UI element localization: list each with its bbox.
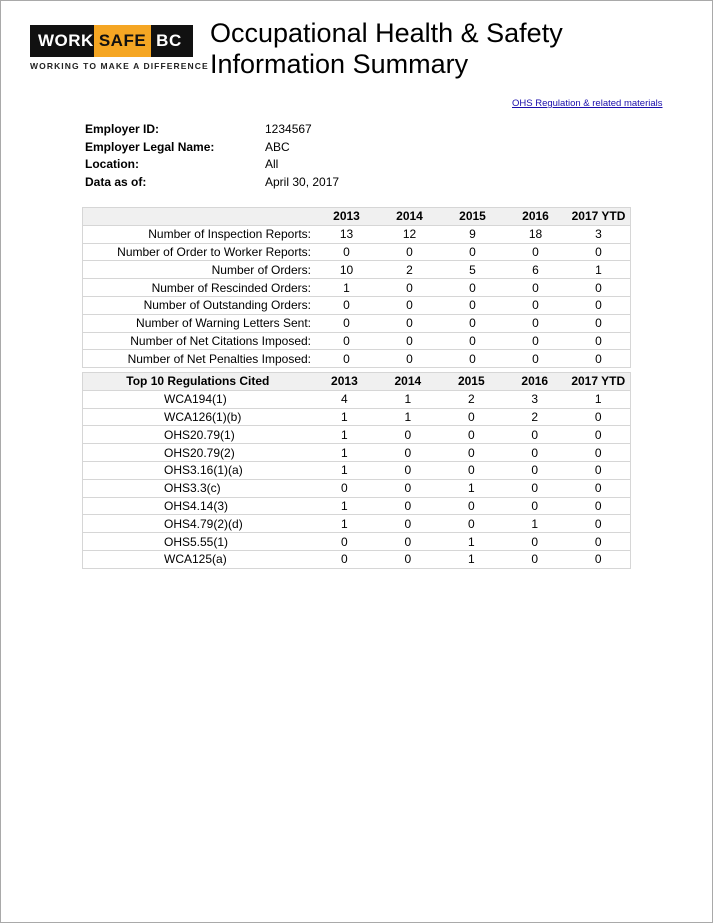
employer-info-value: 1234567	[265, 121, 312, 136]
table-cell: 0	[503, 550, 566, 568]
employer-info-row	[85, 138, 339, 156]
table-cell: 0	[440, 497, 503, 515]
logo-bc-text: BC	[156, 31, 182, 50]
table-cell: 0	[376, 444, 439, 462]
table-cell: 2	[440, 390, 503, 408]
year-header: 2016	[504, 208, 567, 226]
table-cell: 0	[566, 515, 630, 533]
table-cell: 0	[503, 479, 566, 497]
logo-work-text: WORK	[38, 31, 94, 50]
table-cell: 1	[376, 390, 439, 408]
table-cell: 0	[376, 461, 439, 479]
table-cell: 0	[378, 314, 441, 332]
table-cell: 0	[567, 332, 631, 350]
table-cell: 0	[503, 533, 566, 551]
worksafebc-logo	[30, 25, 193, 57]
table-cell: 0	[504, 350, 567, 368]
regulation-code: OHS4.14(3)	[83, 497, 313, 515]
table-cell: 1	[503, 515, 566, 533]
row-label: Number of Rescinded Orders:	[83, 279, 316, 297]
table-cell: 0	[378, 296, 441, 314]
table-cell: 1	[313, 444, 376, 462]
table-cell: 0	[440, 426, 503, 444]
table-cell: 0	[376, 533, 439, 551]
table-row	[83, 279, 631, 297]
table-cell: 0	[378, 350, 441, 368]
table-cell: 1	[313, 515, 376, 533]
table-cell: 1	[440, 479, 503, 497]
table-row	[83, 243, 631, 261]
table-cell: 0	[503, 497, 566, 515]
employer-info-label: Employer ID:	[85, 121, 160, 136]
table-row	[83, 461, 631, 479]
year-header: 2015	[440, 373, 503, 391]
table-cell: 0	[567, 279, 631, 297]
table-cell: 0	[504, 243, 567, 261]
table-row	[83, 390, 631, 408]
regulation-code: OHS20.79(2)	[83, 444, 313, 462]
page-title-line1: Occupational Health & Safety	[210, 18, 563, 48]
table-row	[83, 550, 631, 568]
table-cell: 0	[378, 279, 441, 297]
table-cell: 3	[503, 390, 566, 408]
table-row	[83, 533, 631, 551]
table-cell: 3	[567, 225, 631, 243]
table-cell: 1	[315, 279, 378, 297]
table-cell: 0	[441, 279, 504, 297]
table-cell: 5	[441, 261, 504, 279]
regulation-code: WCA125(a)	[83, 550, 313, 568]
summary-header-label	[83, 208, 316, 226]
table-cell: 0	[566, 444, 630, 462]
table-cell: 18	[504, 225, 567, 243]
table-cell: 0	[440, 461, 503, 479]
regulation-code: OHS5.55(1)	[83, 533, 313, 551]
row-label: Number of Outstanding Orders:	[83, 296, 316, 314]
table-cell: 0	[441, 350, 504, 368]
table-row	[83, 350, 631, 368]
summary-header-row	[83, 208, 631, 226]
table-cell: 0	[376, 497, 439, 515]
table-cell: 0	[566, 426, 630, 444]
summary-table	[82, 207, 631, 368]
table-cell: 12	[378, 225, 441, 243]
regulations-header-row	[83, 373, 631, 391]
employer-info-row	[85, 173, 339, 191]
table-cell: 1	[567, 261, 631, 279]
table-cell: 1	[440, 550, 503, 568]
table-row	[83, 408, 631, 426]
employer-info-row	[85, 155, 339, 173]
table-cell: 0	[567, 243, 631, 261]
table-cell: 0	[566, 408, 630, 426]
table-cell: 0	[376, 550, 439, 568]
table-cell: 0	[504, 332, 567, 350]
table-cell: 0	[378, 332, 441, 350]
table-cell: 1	[313, 426, 376, 444]
employer-info-label: Data as of:	[85, 174, 147, 189]
table-row	[83, 314, 631, 332]
table-cell: 0	[567, 296, 631, 314]
table-cell: 0	[440, 515, 503, 533]
row-label: Number of Warning Letters Sent:	[83, 314, 316, 332]
table-cell: 0	[315, 296, 378, 314]
table-cell: 0	[566, 533, 630, 551]
row-label: Number of Net Penalties Imposed:	[83, 350, 316, 368]
regulation-code: OHS4.79(2)(d)	[83, 515, 313, 533]
table-cell: 0	[504, 296, 567, 314]
table-cell: 0	[566, 497, 630, 515]
employer-info	[85, 120, 339, 191]
table-cell: 0	[441, 243, 504, 261]
employer-info-value: ABC	[265, 139, 290, 154]
row-label: Number of Order to Worker Reports:	[83, 243, 316, 261]
table-cell: 2	[503, 408, 566, 426]
table-cell: 0	[566, 461, 630, 479]
ohs-regulation-link[interactable]: OHS Regulation & related materials	[512, 98, 663, 109]
table-row	[83, 225, 631, 243]
table-cell: 6	[504, 261, 567, 279]
employer-info-value: April 30, 2017	[265, 174, 340, 189]
table-row	[83, 497, 631, 515]
table-cell: 1	[313, 461, 376, 479]
table-cell: 0	[378, 243, 441, 261]
table-cell: 10	[315, 261, 378, 279]
table-cell: 0	[441, 332, 504, 350]
table-cell: 0	[504, 314, 567, 332]
table-cell: 0	[441, 314, 504, 332]
employer-info-row	[85, 120, 339, 138]
page-title-line2: Information Summary	[210, 49, 469, 79]
regulations-table	[82, 372, 631, 569]
table-cell: 1	[313, 408, 376, 426]
employer-info-label: Location:	[85, 157, 139, 172]
regulation-code: OHS20.79(1)	[83, 426, 313, 444]
table-cell: 0	[567, 314, 631, 332]
regulation-code: OHS3.16(1)(a)	[83, 461, 313, 479]
table-cell: 0	[313, 533, 376, 551]
table-cell: 9	[441, 225, 504, 243]
year-header: 2014	[376, 373, 439, 391]
regulations-header-label: Top 10 Regulations Cited	[83, 373, 313, 391]
table-cell: 0	[315, 350, 378, 368]
table-cell: 0	[567, 350, 631, 368]
year-header: 2017 YTD	[566, 373, 630, 391]
regulation-code: WCA126(1)(b)	[83, 408, 313, 426]
table-cell: 0	[315, 243, 378, 261]
table-row	[83, 515, 631, 533]
table-cell: 0	[376, 479, 439, 497]
table-cell: 2	[378, 261, 441, 279]
year-header: 2014	[378, 208, 441, 226]
table-row	[83, 444, 631, 462]
logo-tagline: WORKING TO MAKE A DIFFERENCE	[30, 61, 209, 71]
table-cell: 1	[313, 497, 376, 515]
table-cell: 0	[503, 426, 566, 444]
table-cell: 0	[503, 461, 566, 479]
table-cell: 0	[376, 426, 439, 444]
logo-safe-text: SAFE	[94, 25, 151, 57]
employer-info-value: All	[265, 157, 279, 172]
row-label: Number of Net Citations Imposed:	[83, 332, 316, 350]
page-title	[210, 18, 563, 80]
year-header: 2013	[313, 373, 376, 391]
table-cell: 0	[315, 332, 378, 350]
table-cell: 0	[441, 296, 504, 314]
table-cell: 0	[440, 408, 503, 426]
year-header: 2017 YTD	[567, 208, 631, 226]
table-row	[83, 332, 631, 350]
table-row	[83, 426, 631, 444]
table-cell: 0	[376, 515, 439, 533]
table-cell: 0	[503, 444, 566, 462]
table-cell: 13	[315, 225, 378, 243]
table-cell: 0	[440, 444, 503, 462]
regulation-code: OHS3.3(c)	[83, 479, 313, 497]
year-header: 2015	[441, 208, 504, 226]
table-cell: 0	[315, 314, 378, 332]
employer-info-label: Employer Legal Name:	[85, 139, 215, 154]
table-row	[83, 261, 631, 279]
table-cell: 1	[440, 533, 503, 551]
year-header: 2016	[503, 373, 566, 391]
table-row	[83, 479, 631, 497]
table-cell: 1	[566, 390, 630, 408]
row-label: Number of Inspection Reports:	[83, 225, 316, 243]
table-cell: 0	[313, 550, 376, 568]
year-header: 2013	[315, 208, 378, 226]
table-cell: 0	[566, 479, 630, 497]
table-cell: 0	[566, 550, 630, 568]
table-row	[83, 296, 631, 314]
table-cell: 0	[504, 279, 567, 297]
row-label: Number of Orders:	[83, 261, 316, 279]
table-cell: 0	[313, 479, 376, 497]
table-cell: 4	[313, 390, 376, 408]
table-cell: 1	[376, 408, 439, 426]
regulation-code: WCA194(1)	[83, 390, 313, 408]
